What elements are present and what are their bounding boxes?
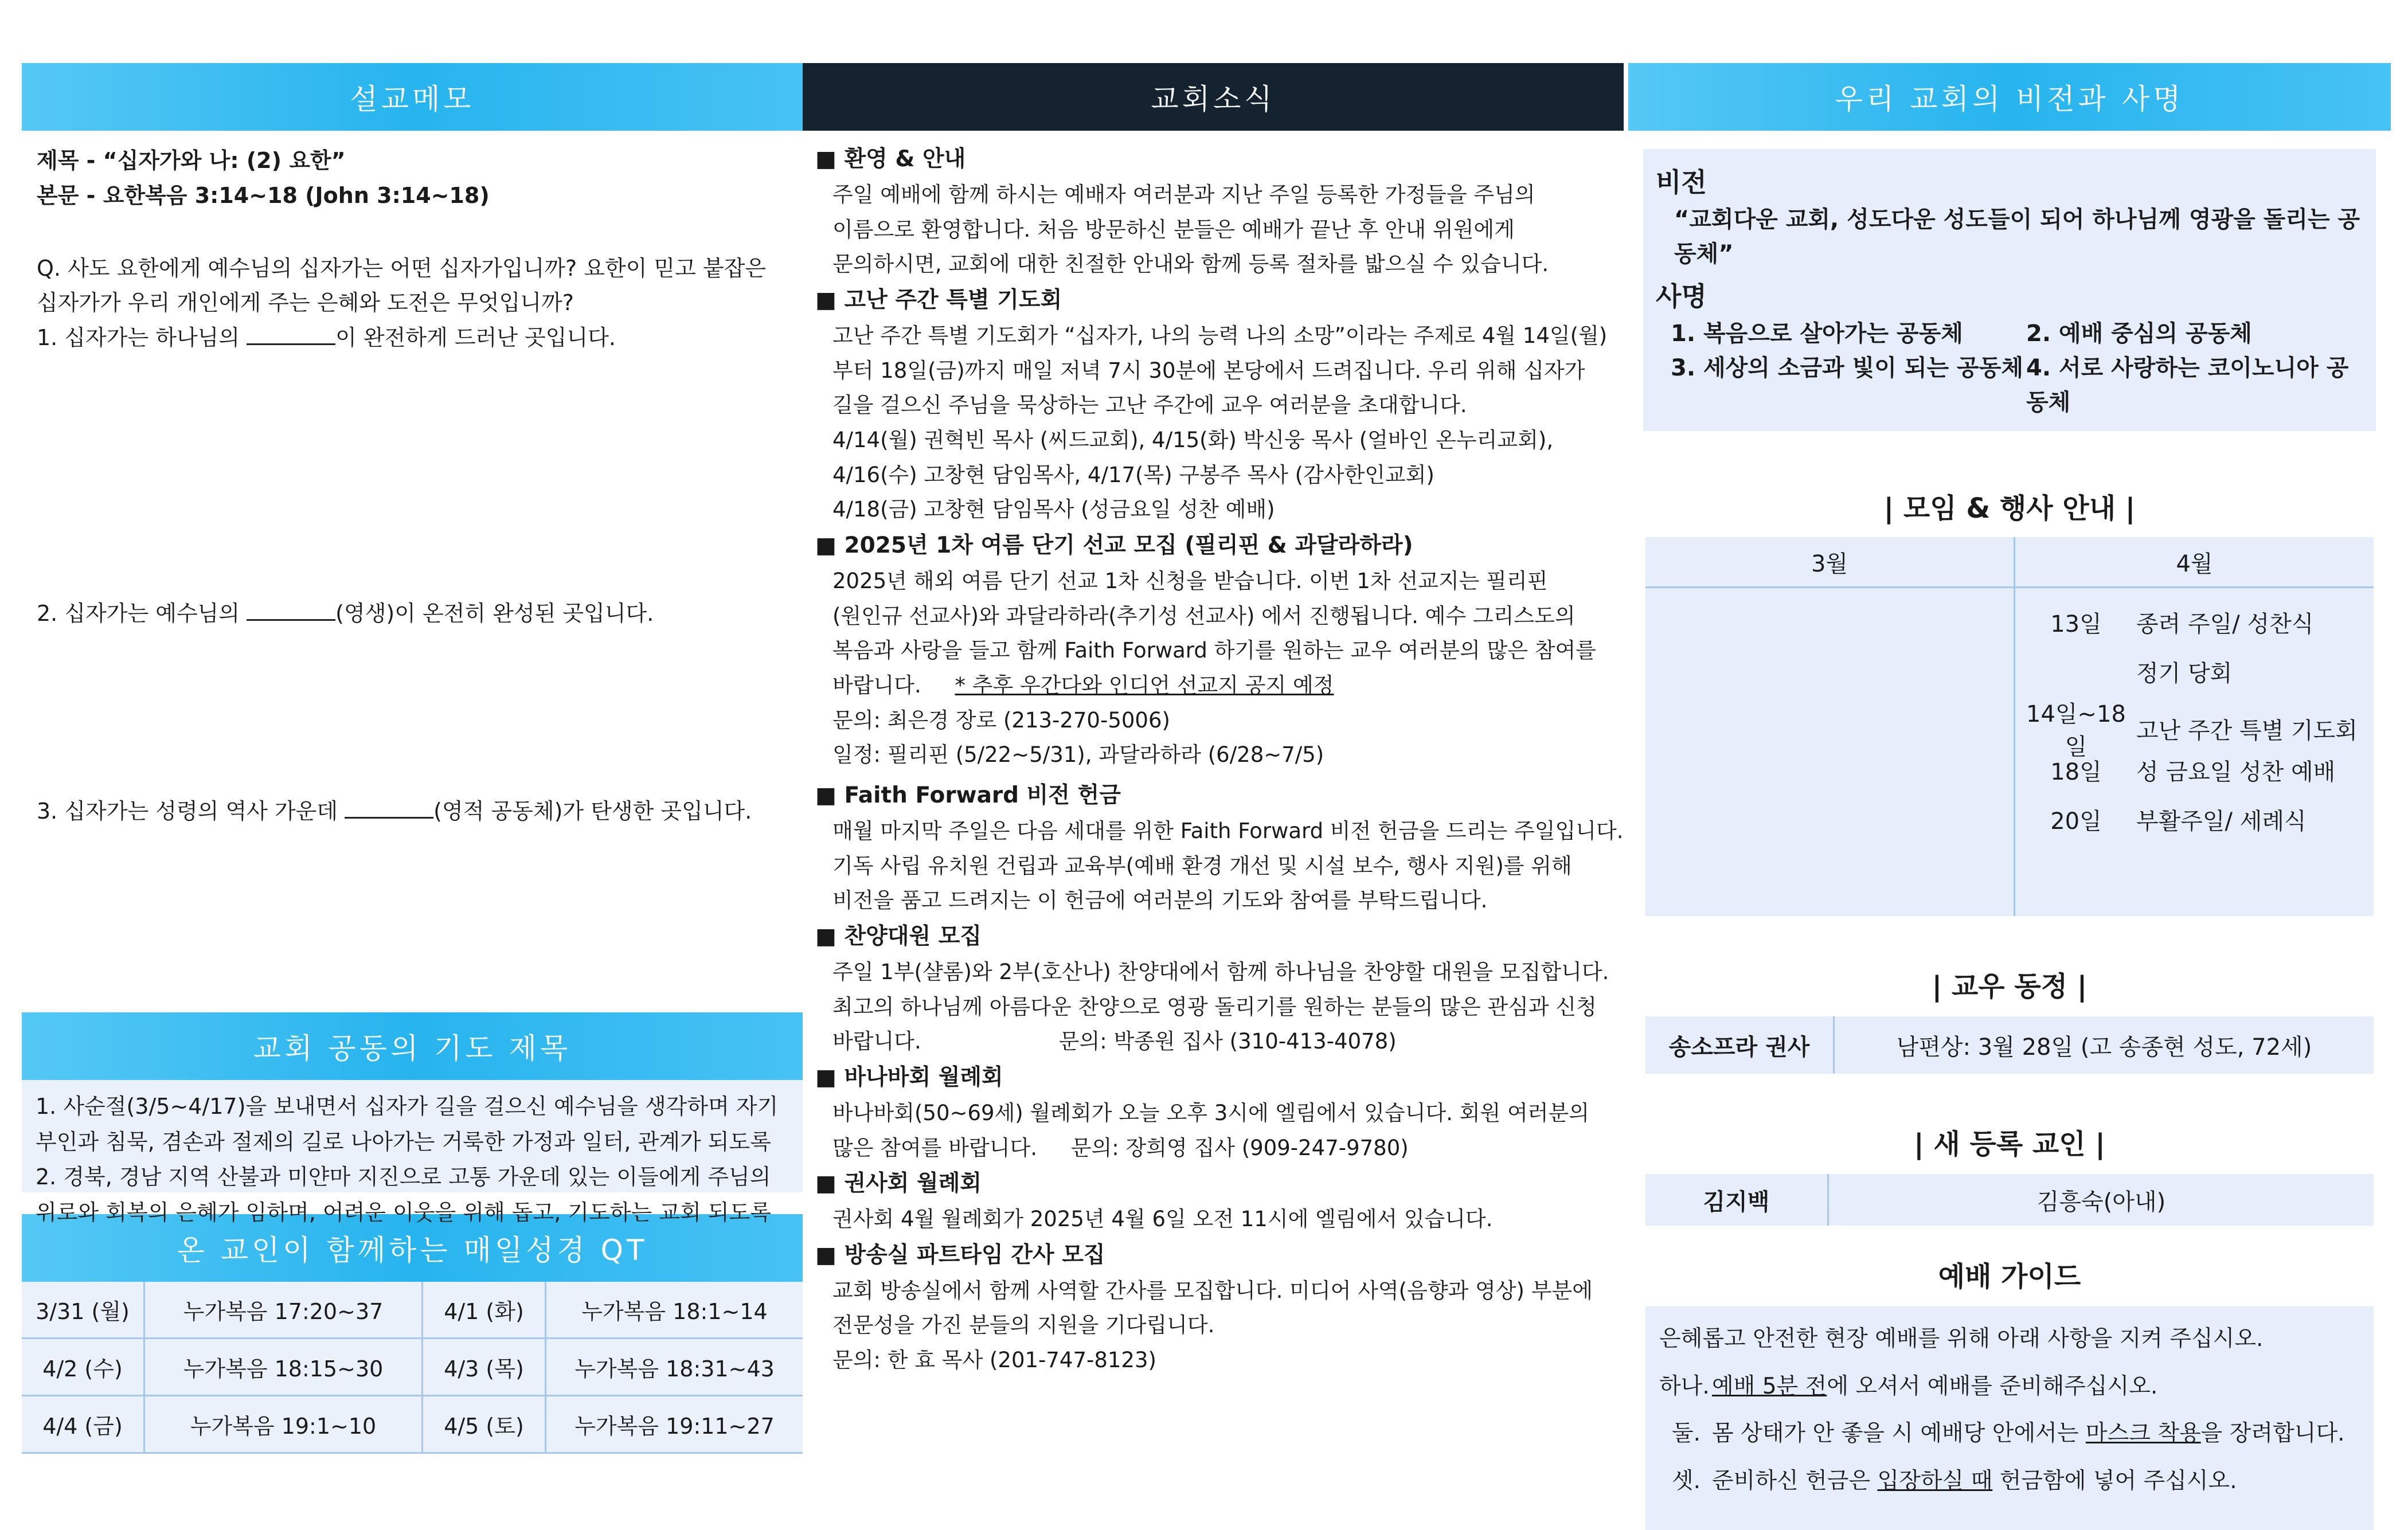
news-deaconess-title: ■ 권사회 월례회 [815,1165,1612,1202]
prayer-section [22,1012,803,1225]
member-detail: 남편상: 3월 28일 (고 송종현 성도, 72세) [1896,1034,2312,1061]
prayer-list [22,1080,803,1225]
guide-title: 예배 가이드 [1938,1261,2081,1293]
news-mission-body: 2025년 해외 여름 단기 선교 1차 신청을 받습니다. 이번 1차 선교지는 필리핀 (원인규 선교사)와 과달라하라(추기성 선교사) 에서 진행됩니다. 예수 그리스도의 복음과 사랑을 들고 함께 Faith Forward 하기를 원하는 교우 여러분의 많은 참여를 바랍니다. * 추후 우간다와 인디언 선교지 공지 예정 문의: 최은경 장로 (213-270-5006) 일정: 필리핀 (5/22~5/31), 과달라하라 (6/28~7/5) [832,568,1596,768]
news-column [803,63,1624,1378]
guide-item: 셋. 준비하신 헌금은 입장하실 때 헌금함에 넣어 주십시오. [1672,1468,2237,1494]
news-offering-body: 매월 마지막 주일은 다음 세대를 위한 Faith Forward 비전 헌금을 드리는 주일입니다. 기독 사립 유치원 건립과 교육부(예배 환경 개선 및 시설 보수, 행사 지원)를 위해 비전을 품고 드려지는 이 헌금에 여러분의 기도와 참여를 부탁드립니다. [832,818,1624,913]
news-mission-title: ■ 2025년 1차 여름 단기 선교 모집 (필리핀 & 과달라하라) [815,527,1612,564]
sermon-question-line1: Q. 사도 요한에게 예수님의 십자가는 어떤 십자가입니까? 요한이 믿고 붙잡은 [37,255,767,281]
newcomers-row [1645,1174,2374,1226]
prayer-line: 1. 사순절(3/5~4/17)을 보내면서 십자가 길을 걸으신 예수님을 생각하며 자기 [36,1094,779,1119]
qt-table [22,1282,803,1454]
sermon-header: 설교메모 [22,63,803,131]
news-welcome-body: 주일 예배에 함께 하시는 예배자 여러분과 지난 주일 등록한 가정들을 주님의 이름으로 환영합니다. 처음 방문하신 분들은 예배가 끝난 후 안내 위원에게 문의하시면, 교회에 대한 친절한 안내와 함께 등록 절차를 밟으실 수 있습니다. [832,182,1549,277]
prayer-line: 2. 경북, 경남 지역 산불과 미얀마 지진으로 고통 가운데 있는 이들에게 주님의 [36,1164,771,1190]
sermon-point-1: 1. 십자가는 하나님의 이 완전하게 드러난 곳입니다. [37,325,616,351]
members-row [1645,1016,2374,1074]
vision-label: 비전 [1656,167,1707,198]
table-row: 4/2 (수) 누가복음 18:15~30 4/3 (목) 누가복음 18:31~43 [22,1339,803,1396]
prayer-header: 교회 공동의 기도 제목 [22,1012,803,1080]
fill-in-blank [345,817,433,819]
prayer-line: 위로와 회복의 은혜가 임하며, 어려운 이웃을 위해 돕고, 기도하는 교회 되도록 [36,1199,771,1225]
qt-section [22,1214,803,1454]
fill-in-blank [247,619,335,621]
news-choir-body: 주일 1부(샬롬)와 2부(호산나) 찬양대에서 함께 하나님을 찬양할 대원을 모집합니다. 최고의 하나님께 아름다운 찬양으로 영광 돌리기를 원하는 분들의 많은 관심과 신청 바랍니다. 문의: 박종원 집사 (310-413-4078) [832,959,1609,1054]
guide-item: 둘. 몸 상태가 안 좋을 시 예배당 안에서는 마스크 착용을 장려합니다. [1672,1421,2345,1447]
news-broadcast-title: ■ 방송실 파트타임 간사 모집 [815,1237,1612,1274]
news-deaconess-body: 권사회 4월 월례회가 2025년 4월 6일 오전 11시에 엘림에서 있습니다. [832,1207,1493,1232]
members-title: | 교우 동정 | [1932,971,2088,1003]
vision-text: “교회다운 교회, 성도다운 성도들이 되어 하나님께 영광을 돌리는 공동체” [1674,206,2360,267]
sermon-point-3: 3. 십자가는 성령의 역사 가운데 (영적 공동체)가 탄생한 곳입니다. [37,799,752,824]
news-choir-title: ■ 찬양대원 모집 [815,918,1612,955]
sermon-column [22,63,803,1454]
event-item: 정기 당회 [2136,660,2233,687]
news-banabas-title: ■ 바나바회 월례회 [815,1059,1612,1096]
mission-list: 1. 복음으로 살아가는 공동체 2. 예배 중심의 공동체 3. 세상의 소금과 빛이 되는 공동체 4. 서로 사랑하는 코이노니아 공동체 [1671,320,2349,416]
fill-in-blank [247,343,335,345]
sermon-point-2: 2. 십자가는 예수님의 (영생)이 온전히 완성된 곳입니다. [37,601,654,626]
events-table [1645,537,2374,916]
table-header-row: 3월 4월 [1645,537,2374,588]
sermon-scripture: 본문 - 요한복음 3:14~18 (John 3:14~18) [37,182,490,208]
sermon-notes [22,131,803,864]
event-item: 14일~18일 고난 주간 특별 기도회 [2026,701,2358,760]
news-welcome-title: ■ 환영 & 안내 [815,141,1612,178]
newcomer-detail: 김흥숙(아내) [2036,1188,2166,1215]
news-holyweek-body: 고난 주간 특별 기도회가 “십자가, 나의 능력 나의 소망”이라는 주제로 4월 14일(월) 부터 18일(금)까지 매일 저녁 7시 30분에 본당에서 드려집니다. 우리 위해 십자가 길을 걸으신 주님을 묵상하는 고난 주간에 교우 여러분을 초대합니다. 4/14(월) 권혁빈 목사 (씨드교회), 4/15(화) 박신웅 목사 (얼바인 온누리교회), 4/16(수) 고창현 담임목사, 4/17(목) 구봉주 목사 (감사한인교회) 4/18(금) 고창현 담임목사 (성금요일 성찬 예배) [832,323,1608,522]
mission-label: 사명 [1656,281,1707,312]
sermon-title: 제목 - “십자가와 나: (2) 요한” [37,148,346,173]
guide-box [1645,1306,2374,1530]
event-item: 18일 성 금요일 성찬 예배 [2050,758,2336,785]
member-name: 송소프라 권사 [1645,1016,1835,1074]
event-item: 20일 부활주일/ 세례식 [2050,808,2307,835]
newcomers-title: | 새 등록 교인 | [1914,1128,2105,1160]
mission-note: * 추후 우간다와 인디언 선교지 공지 예정 [955,672,1334,698]
prayer-line: 부인과 침묵, 겸손과 절제의 길로 나아가는 거룩한 가정과 일터, 관계가 되도록 [36,1129,771,1155]
table-row: 4/4 (금) 누가복음 19:1~10 4/5 (토) 누가복음 19:11~27 [22,1396,803,1453]
news-banabas-body: 바나바회(50~69세) 월례회가 오늘 오후 3시에 엘림에서 있습니다. 회원 여러분의 많은 참여를 바랍니다. 문의: 장희영 집사 (909-247-9780) [832,1100,1589,1160]
vision-column [1628,63,2391,1530]
guide-intro: 은혜롭고 안전한 현장 예배를 위해 아래 사항을 지켜 주십시오. [1659,1326,2264,1352]
news-offering-title: ■ Faith Forward 비전 헌금 [815,777,1612,814]
event-item: 13일 종려 주일/ 성찬식 [2050,611,2314,637]
vision-header: 우리 교회의 비전과 사명 [1628,63,2391,131]
events-title: | 모임 & 행사 안내 | [1883,492,2136,525]
qt-header: 온 교인이 함께하는 매일성경 QT [22,1214,803,1282]
news-broadcast-body: 교회 방송실에서 함께 사역할 간사를 모집합니다. 미디어 사역(음향과 영상) 부분에 전문성을 가진 분들의 지원을 기다립니다. 문의: 한 효 목사 (201-747-8123) [832,1278,1593,1373]
newcomer-name: 김지백 [1645,1174,1829,1226]
guide-item: 하나. 예배 5분 전에 오셔서 예배를 준비해주십시오. [1659,1373,2158,1399]
table-row [1645,588,2374,917]
table-row: 3/31 (월) 누가복음 17:20~37 4/1 (화) 누가복음 18:1~14 [22,1282,803,1339]
news-holyweek-title: ■ 고난 주간 특별 기도회 [815,282,1612,319]
news-list [803,131,1624,1378]
news-header: 교회소식 [803,63,1624,131]
vision-box [1643,149,2376,431]
sermon-question-line2: 십자가가 우리 개인에게 주는 은혜와 도전은 무엇입니까? [37,290,574,316]
